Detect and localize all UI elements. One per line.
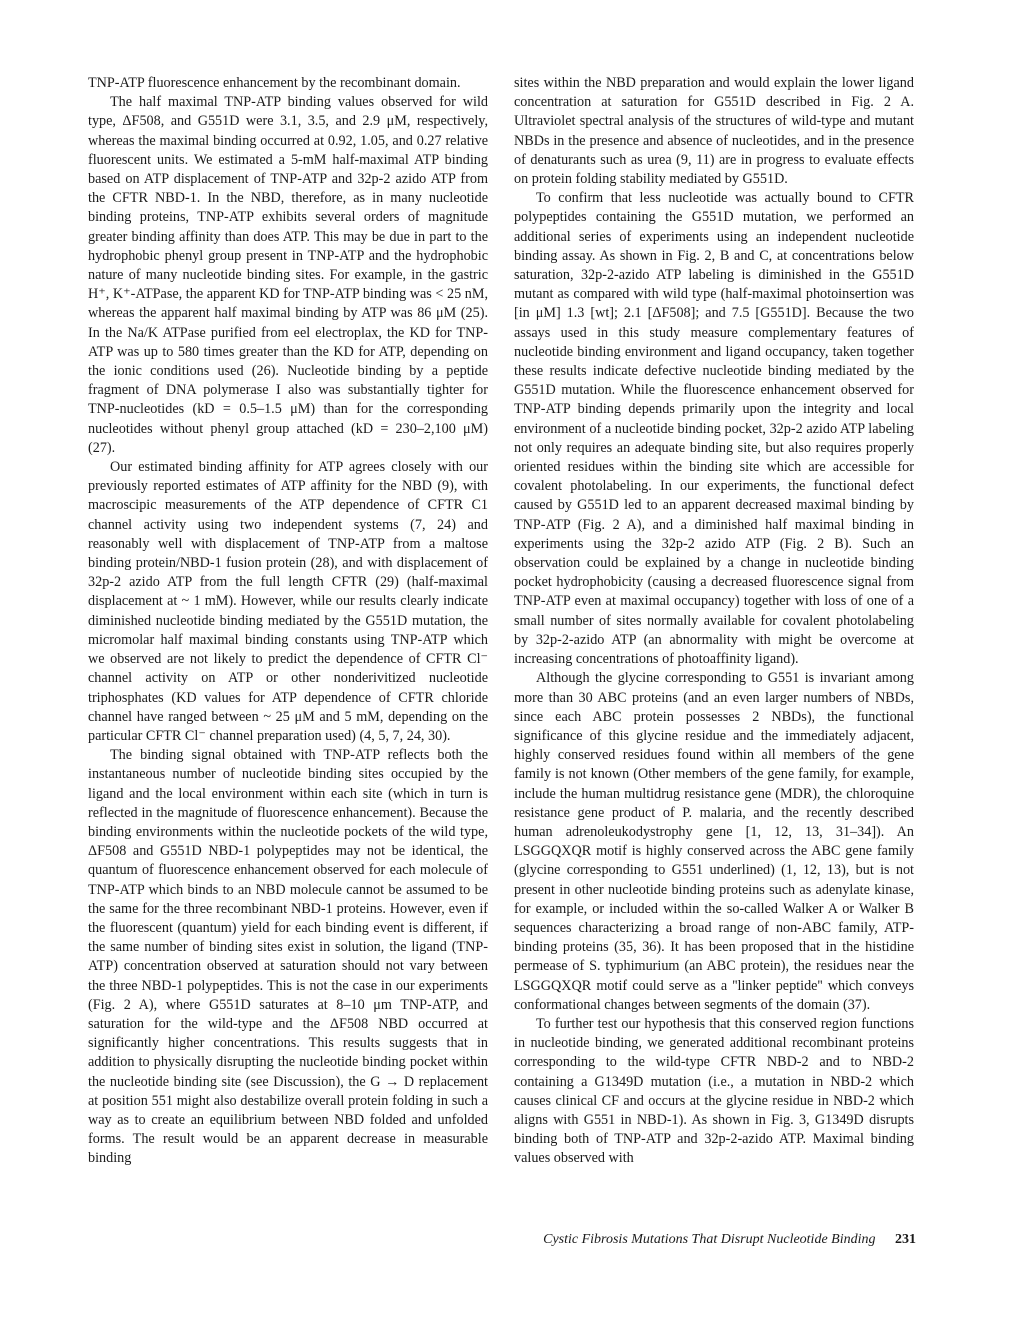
paragraph: The half maximal TNP-ATP binding values observed for wild type, ΔF508, and G551D were 3.1, 3.5, and 2.9 μM, respectively, whereas the maximal binding occurred at 0.92, 1.05, and 0.27 relative fluorescent units. We estimated a 5-mM half-maximal ATP binding based on ATP displacement of TNP-ATP and 32p-2 azido ATP from the CFTR NBD-1. In the NBD, therefore, as in many nucleotide binding proteins, TNP-ATP exhibits several orders of magnitude greater binding affinity than does ATP. This may be due in part to the hydrophobic phenyl group present in TNP-ATP and the hydrophobic nature of many nucleotide binding sites. For example, in the gastric H⁺, K⁺-ATPase, the apparent KD for TNP-ATP binding was < 25 nM, whereas the apparent half maximal binding by ATP was 86 μM (25). In the Na/K ATPase purified from eel electroplax, the KD for TNP-ATP was up to 580 times greater than the KD for ATP, depending on the ionic conditions used (26). Nucleotide binding by a peptide fragment of DNA polymerase I also was substantially tighter for TNP-nucleotides (kD = 0.5–1.5 μM) than for the corresponding nucleotides without phenyl group attached (kD = 230–2,100 μM) (27). bbox=[88, 94, 488, 456]
left-text-column bbox=[88, 74, 488, 1169]
paragraph: Although the glycine corresponding to G551 is invariant among more than 30 ABC proteins (and an even larger numbers of NBDs, since each ABC protein possesses 2 NBDs), the functional significance of this glycine residue and the immediately adjacent, highly conserved residues found within all members of the gene family is not known (Other members of the gene family, for example, include the human multidrug resistance gene (MDR), the chloroquine resistance gene product of P. malaria, and the recently described human adrenoleukodystrophy gene [1, 12, 13, 31–34]). An LSGGQXQR motif is highly conserved across the ABC gene family (glycine corresponding to G551 underlined) (1, 12, 13), but is not present in other nucleotide binding proteins such as adenylate kinase, for example, or included within the so-called Walker A or Walker B sequences characterizing a broad range of non-ABC family, ATP-binding proteins (35, 36). It has been proposed that in the histidine permease of S. typhimurium (an ABC protein), the residues near the LSGGQXQR motif could serve as a ''linker peptide'' which conveys conformational changes between segments of the domain (37). bbox=[514, 670, 914, 1013]
paragraph: To confirm that less nucleotide was actually bound to CFTR polypeptides containing the G551D mutation, we performed an additional series of experiments using an independent nucleotide binding assay. As shown in Fig. 2, B and C, at concentrations below saturation, 32p-2-azido ATP labeling is diminished in the G551D mutant as compared with wild type (half-maximal photoinsertion was [in μM] 1.3 [wt]; 2.1 [ΔF508]; and 7.5 [G551D]. Because the two assays used in this study measure complementary features of nucleotide binding environment and ligand occupancy, taken together these results indicate defective nucleotide binding mediated by the G551D mutation. While the fluorescence enhancement observed for TNP-ATP binding depends primarily upon the integrity and local environment of a nucleotide binding pocket, 32p-2 azido ATP labeling not only requires an adequate binding site, but also requires properly oriented residues within the binding site which are accessible for covalent photolabeling. In our experiments, the functional defect caused by G551D led to an apparent decreased maximal binding by TNP-ATP (Fig. 2 A), and a diminished half maximal binding in experiments using the 32p-2 azido ATP (Fig. 2 B). Such an observation could be explained by a change in nucleotide binding pocket hydrophobicity (causing a decreased fluorescence signal from TNP-ATP even at maximal occupancy) together with loss of one of a small number of sites normally available for covalent photolabeling by 32p-2-azido ATP (an abnormality with might be overcome at increasing concentrations of photoaffinity ligand). bbox=[514, 190, 914, 668]
paragraph: The binding signal obtained with TNP-ATP reflects both the instantaneous number of nucleotide binding sites occupied by the ligand and the local environment within each site (which in turn is reflected in the magnitude of fluorescence enhancement). Because the binding environments within the nucleotide pockets of the wild type, ΔF508 and G551D NBD-1 polypeptides may not be identical, the quantum of fluorescence enhancement observed for each molecule of TNP-ATP which binds to an NBD molecule cannot be assumed to be the same for the three recombinant NBD-1 proteins. However, even if the fluorescent (quantum) yield for each binding event is different, if the same number of binding sites exist in solution, the ligand (TNP-ATP) concentration observed at saturation should not vary between the three NBD-1 polypeptides. This is not the case in our experiments (Fig. 2 A), where G551D saturates at 8–10 μm TNP-ATP, and saturation for the wild-type and the ΔF508 NBD occurred at significantly higher concentrations. This results suggests that in addition to physically disrupting the nucleotide binding pocket within the nucleotide binding site (see Discussion), the G → D replacement at position 551 might also destabilize overall protein folding in such a way as to create an equilibrium between NBD folded and unfolded forms. The result would be an apparent decrease in measurable binding bbox=[88, 747, 488, 1167]
right-text-column bbox=[514, 74, 914, 1169]
paragraph: Our estimated binding affinity for ATP agrees closely with our previously reported estimates of ATP affinity for the NBD (9), with macroscipic measurements of the ATP dependence of CFTR C1 channel activity using two independent systems (7, 24) and reasonably well with displacement of TNP-ATP from a maltose binding protein/NBD-1 fusion protein (28), and with displacement of 32p-2 azido ATP from the full length CFTR (29) (half-maximal displacement at ~ 1 mM). However, while our results clearly indicate diminished nucleotide binding mediated by the G551D mutation, the micromolar half maximal binding constants using TNP-ATP which we observed are not likely to predict the dependence of CFTR Cl⁻ channel activity on ATP or other nonderivitized nucleotide triphosphates (KD values for ATP dependence of CFTR chloride channel have ranged between ~ 25 μM and 5 mM, depending on the particular CFTR Cl⁻ channel preparation used) (4, 5, 7, 24, 30). bbox=[88, 459, 488, 744]
running-title: Cystic Fibrosis Mutations That Disrupt Nucleotide Binding bbox=[543, 1232, 876, 1247]
paragraph: To further test our hypothesis that this conserved region functions in nucleotide binding, we generated additional recombinant proteins corresponding to the wild-type CFTR NBD-2 and to NBD-2 containing a G1349D mutation (i.e., a mutation in NBD-2 which causes clinical CF and occurs at the glycine residue in NBD-2 which aligns with G551 in NBD-1). As shown in Fig. 3, G1349D disrupts binding both of TNP-ATP and 32p-2-azido ATP. Maximal binding values observed with bbox=[514, 1015, 914, 1167]
page-footer bbox=[514, 1232, 916, 1248]
paragraph: sites within the NBD preparation and would explain the lower ligand concentration at saturation for G551D described in Fig. 2 A. Ultraviolet spectral analysis of the structures of wild-type and mutant NBDs in the presence and absence of nucleotides, and in the presence of denaturants such as urea (9, 11) are in progress to evaluate effects on protein folding stability mediated by G551D. bbox=[514, 75, 914, 188]
paragraph: TNP-ATP fluorescence enhancement by the recombinant domain. bbox=[88, 75, 461, 91]
page-number: 231 bbox=[895, 1232, 916, 1247]
